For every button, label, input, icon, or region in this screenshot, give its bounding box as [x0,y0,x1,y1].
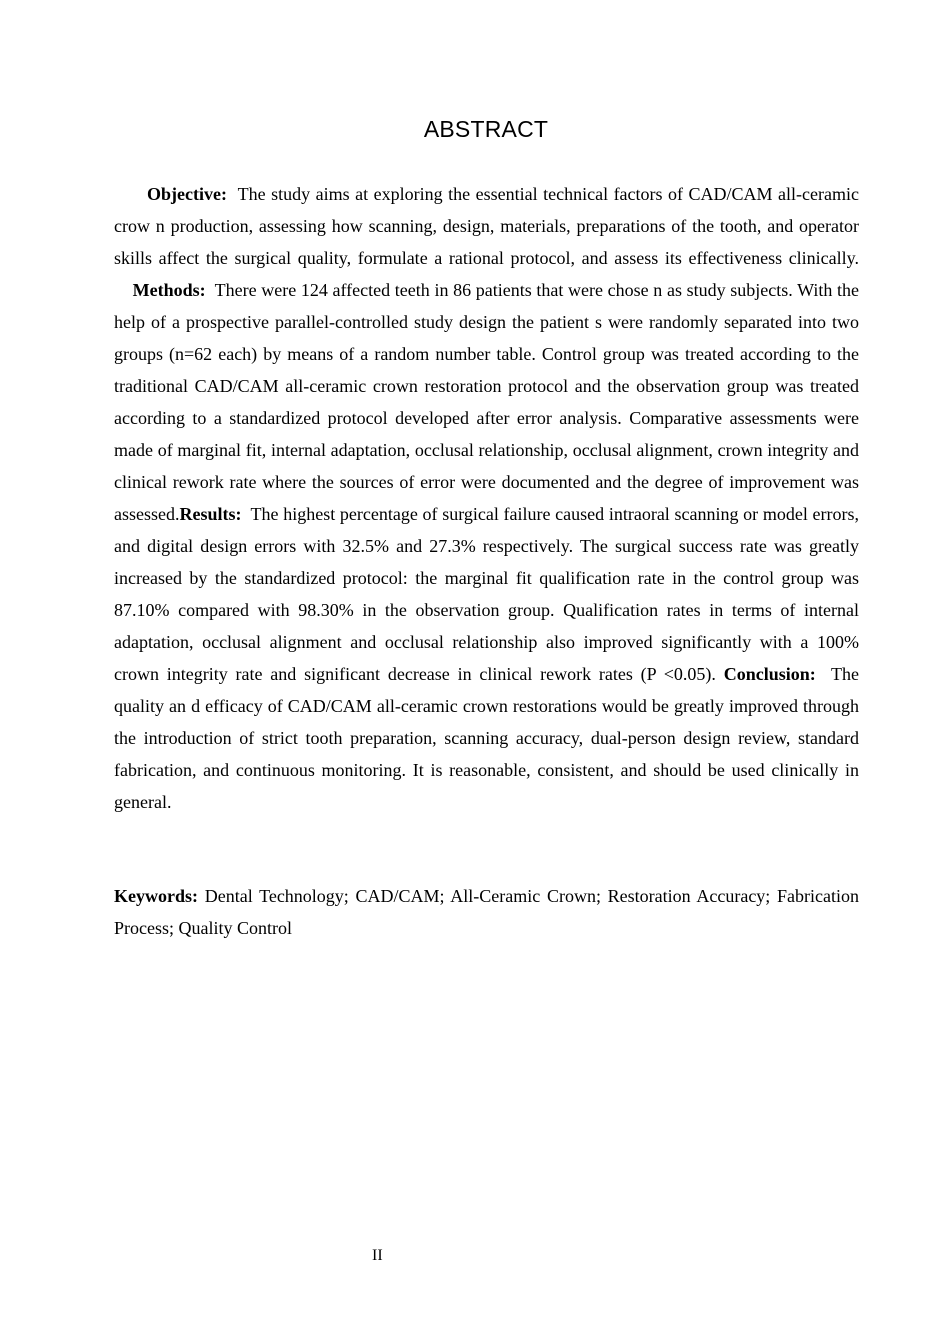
conclusion-text: The quality an d efficacy of CAD/CAM all-ceramic crown restorations would be greatly improved through the introduction of strict tooth preparation, scanning accuracy, dual-person design review, standard fabrication, and continuous monitoring. It is reasonable, consistent, and should be used clinically in general. [114,664,859,812]
abstract-heading: ABSTRACT [423,116,549,142]
methods-text: There were 124 affected teeth in 86 patients that were chose n as study subjects. With the help of a prospective parallel-controlled study design the patient s were randomly separated into two groups (n=62 each) by means of a random number table. Control group was treated according to the traditional CAD/CAM all-ceramic crown restoration protocol and the observation group was treated according to a standardized protocol developed after error analysis. Comparative assessments were made of marginal fit, internal adaptation, occlusal relationship, occlusal alignment, crown integrity and clinical rework rate where the sources of error were documented and the degree of improvement was assessed. [114,280,860,524]
abstract-paragraph [114,178,859,818]
results-label: Results: [179,504,242,524]
results-text: The highest percentage of surgical failure caused intraoral scanning or model errors, and digital design errors with 32.5% and 27.3% respectively. The surgical success rate was greatly increased by the standardized protocol: the marginal fit qualification rate in the control group was 87.10% compared with 98.30% in the observation group. Qualification rates in terms of internal adaptation, occlusal alignment and occlusal relationship also improved significantly with a 100% crown integrity rate and significant decrease in clinical rework rates (P <0.05). [114,504,859,684]
conclusion-label: Conclusion: [723,664,816,684]
page-number: II [372,1247,383,1264]
keywords-text: Dental Technology; CAD/CAM; All-Ceramic Crown; Restoration Accuracy; Fabrication Process; Quality Control [114,886,860,938]
keywords-label: Keywords: [114,886,198,906]
keywords-paragraph [114,880,859,944]
objective-text: The study aims at exploring the essential technical factors of CAD/CAM all-ceramic crow n production, assessing how scanning, design, materials, preparations of the tooth, and operator skills affect the surgical quality, formulate a rational protocol, and assess its effectiveness clinically. [114,184,859,268]
objective-label: Objective: [147,184,227,204]
methods-label: Methods: [132,280,206,300]
